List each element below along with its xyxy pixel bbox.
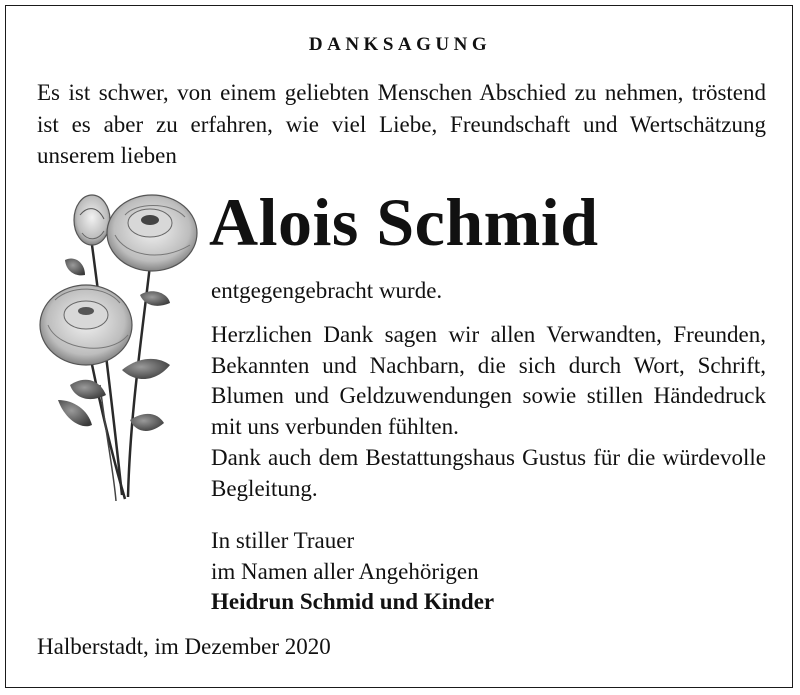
roses-illustration	[30, 185, 205, 505]
received-text: entgegengebracht wurde.	[211, 278, 443, 303]
signature-names: Heidrun Schmid und Kinder	[211, 589, 495, 614]
thanks-paragraph-2: Dank auch dem Bestattungshaus Gustus für die würdevolle Begleitung.	[211, 444, 766, 501]
signature-line-2: im Namen aller Angehörigen	[211, 558, 479, 584]
thanks-paragraph-1: Herzlichen Dank sagen wir allen Verwandten, Freunden, Bekannten und Nachbarn, die sich durch Wort, Schrift, Blumen und Geldzuwendungen sowie stillen Händedruck mit uns verbunden fühlten.	[211, 322, 766, 440]
place-date: Halberstadt, im Dezember 2020	[37, 634, 331, 659]
heading: DANKSAGUNG	[308, 34, 492, 55]
deceased-name: Alois Schmid	[209, 184, 599, 260]
signature-line-1: In stiller Trauer	[211, 528, 355, 553]
thanks-text	[211, 320, 766, 504]
signature-block	[211, 526, 494, 618]
intro-text: Es ist schwer, von einem geliebten Menschen Abschied zu nehmen, tröstend ist es aber zu erfahren, wie viel Liebe, Freundschaft und Wertschätzung unserem lieben	[37, 80, 766, 168]
